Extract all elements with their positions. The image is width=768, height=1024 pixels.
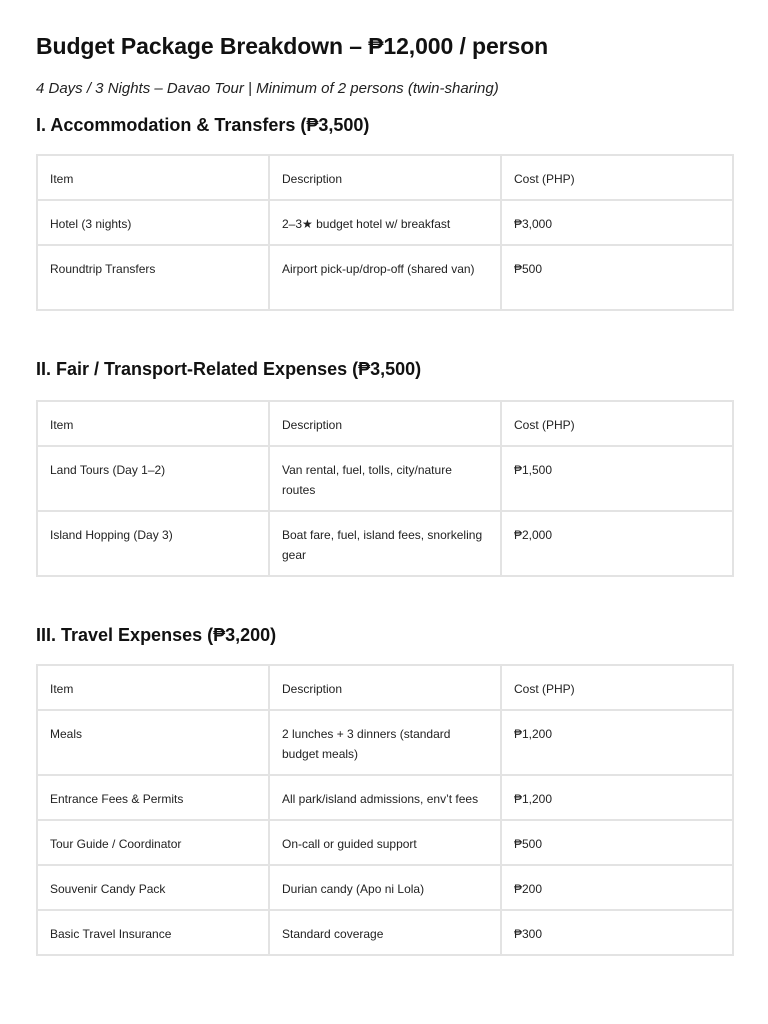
row-item: Tour Guide / Coordinator <box>37 820 269 865</box>
table-row <box>37 245 733 310</box>
document-title: Budget Package Breakdown – ₱12,000 / person <box>36 33 549 59</box>
header-item: Item <box>37 155 269 200</box>
section-heading-travel: III. Travel Expenses (₱3,200) <box>36 625 277 645</box>
row-item: Souvenir Candy Pack <box>37 865 269 910</box>
row-cost: ₱200 <box>501 865 733 910</box>
row-description: Boat fare, fuel, island fees, snorkeling gear <box>269 511 501 576</box>
row-description: On-call or guided support <box>269 820 501 865</box>
header-cost: Cost (PHP) <box>501 155 733 200</box>
row-item: Roundtrip Transfers <box>37 245 269 310</box>
row-cost: ₱3,000 <box>501 200 733 245</box>
table-row <box>37 200 733 245</box>
header-description: Description <box>269 665 501 710</box>
row-cost: ₱1,500 <box>501 446 733 511</box>
header-cost: Cost (PHP) <box>501 665 733 710</box>
accommodation-table <box>36 154 734 311</box>
row-description: Van rental, fuel, tolls, city/nature routes <box>269 446 501 511</box>
row-cost: ₱2,000 <box>501 511 733 576</box>
table-row <box>37 820 733 865</box>
row-cost: ₱1,200 <box>501 775 733 820</box>
row-item: Hotel (3 nights) <box>37 200 269 245</box>
row-item: Island Hopping (Day 3) <box>37 511 269 576</box>
header-item: Item <box>37 401 269 446</box>
table-header-row <box>37 401 733 446</box>
row-description: 2–3★ budget hotel w/ breakfast <box>269 200 501 245</box>
document-subtitle: 4 Days / 3 Nights – Davao Tour | Minimum of 2 persons (twin-sharing) <box>36 80 499 97</box>
row-cost: ₱500 <box>501 820 733 865</box>
row-item: Meals <box>37 710 269 775</box>
travel-table <box>36 664 734 956</box>
transport-table <box>36 400 734 577</box>
table-row <box>37 775 733 820</box>
header-description: Description <box>269 401 501 446</box>
row-cost: ₱1,200 <box>501 710 733 775</box>
row-item: Basic Travel Insurance <box>37 910 269 955</box>
section-heading-transport: II. Fair / Transport-Related Expenses (₱3,500) <box>36 359 422 379</box>
row-description: Standard coverage <box>269 910 501 955</box>
header-item: Item <box>37 665 269 710</box>
table-row <box>37 910 733 955</box>
row-description: Durian candy (Apo ni Lola) <box>269 865 501 910</box>
row-description: Airport pick-up/drop-off (shared van) <box>269 245 501 310</box>
header-cost: Cost (PHP) <box>501 401 733 446</box>
row-description: 2 lunches + 3 dinners (standard budget meals) <box>269 710 501 775</box>
row-cost: ₱500 <box>501 245 733 310</box>
table-row <box>37 710 733 775</box>
row-description: All park/island admissions, env’t fees <box>269 775 501 820</box>
row-cost: ₱300 <box>501 910 733 955</box>
row-item: Land Tours (Day 1–2) <box>37 446 269 511</box>
row-item: Entrance Fees & Permits <box>37 775 269 820</box>
table-header-row <box>37 665 733 710</box>
table-header-row <box>37 155 733 200</box>
header-description: Description <box>269 155 501 200</box>
table-row <box>37 511 733 576</box>
table-row <box>37 865 733 910</box>
table-row <box>37 446 733 511</box>
section-heading-accommodation: I. Accommodation & Transfers (₱3,500) <box>36 115 370 135</box>
